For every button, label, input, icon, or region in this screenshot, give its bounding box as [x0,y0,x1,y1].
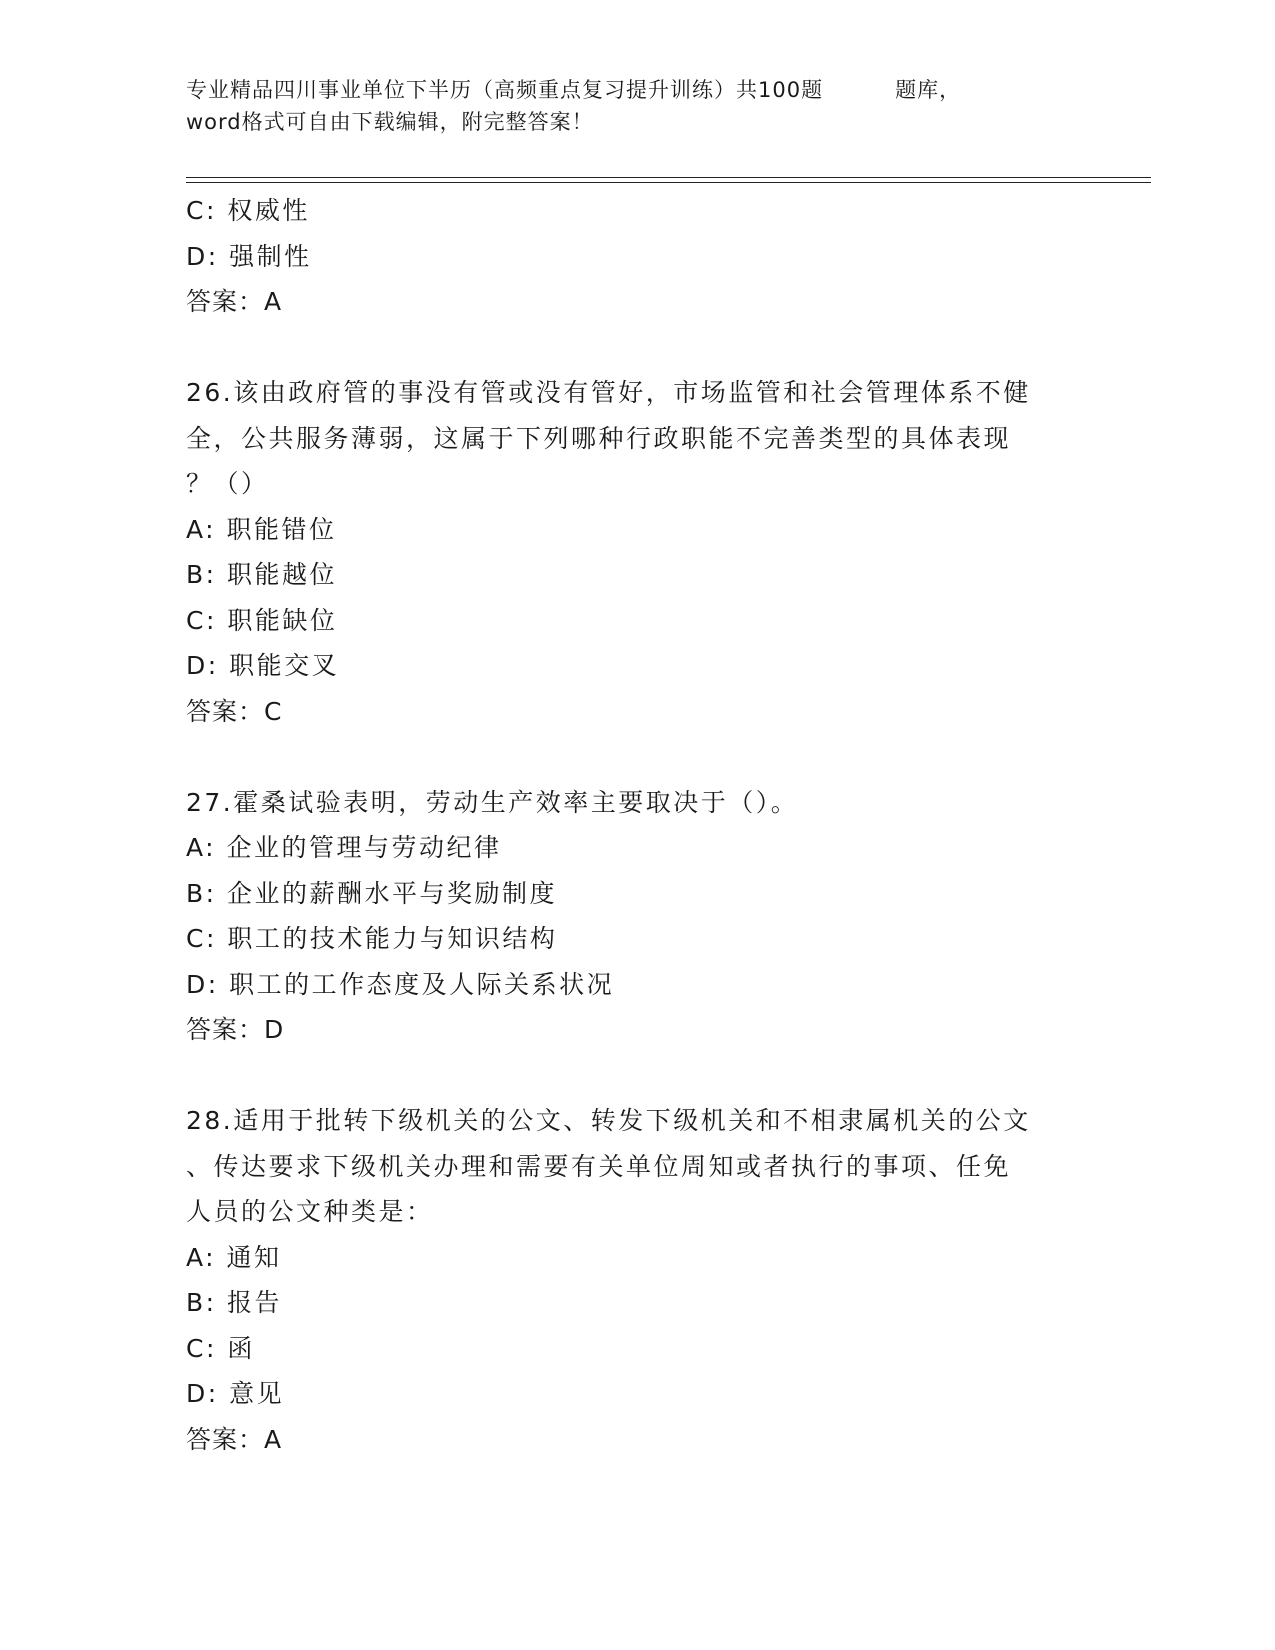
question-stem-line: 27.霍桑试验表明，劳动生产效率主要取决于（）。 [186,787,799,817]
question-stem-line: ？（） [186,469,269,498]
header-title: 专业精品四川事业单位下半历（高频重点复习提升训练）共100题 [186,78,824,102]
option-a: A: 企业的管理与劳动纪律 [186,833,502,862]
answer-line: 答案：A [186,1424,283,1454]
option-c: C: 职工的技术能力与知识结构 [186,924,558,953]
prev-question-tail [186,188,1086,325]
option-c: C: 权威性 [186,196,310,225]
question-27 [186,780,1086,1053]
option-c: C: 职能缺位 [186,605,338,635]
question-stem-line: 、传达要求下级机关办理和需要有关单位周知或者执行的事项、任免 [186,1151,1012,1181]
answer-line: 答案：D [186,1015,285,1044]
question-stem-line: 26.该由政府管的事没有管或没有管好，市场监管和社会管理体系不健 [186,378,1031,407]
answer-line: 答案：A [186,287,283,316]
option-b: B: 报告 [186,1288,283,1317]
answer-line: 答案：C [186,696,283,726]
header-line-2: word格式可自由下载编辑，附完整答案！ [186,110,594,134]
option-a: A: 通知 [186,1242,282,1272]
header-divider-top [186,177,1151,178]
header-title-suffix: 题库， [895,78,962,102]
option-b: B: 企业的薪酬水平与奖励制度 [186,878,558,908]
question-stem-line: 28.适用于批转下级机关的公文、转发下级机关和不相隶属机关的公文 [186,1106,1031,1135]
option-b: B: 职能越位 [186,560,338,589]
question-stem-line: 人员的公文种类是： [186,1197,434,1226]
header-divider-bottom [186,182,1151,183]
option-a: A: 职能错位 [186,514,337,544]
question-26 [186,370,1086,734]
option-c: C: 函 [186,1333,255,1363]
question-content [186,188,1086,1462]
option-d: D: 意见 [186,1379,285,1408]
question-stem-line: 全，公共服务薄弱，这属于下列哪种行政职能不完善类型的具体表现 [186,423,1012,453]
question-28 [186,1098,1086,1462]
option-d: D: 职能交叉 [186,651,340,680]
document-header [186,74,1086,138]
header-line-1 [186,74,1086,106]
option-d: D: 强制性 [186,241,312,271]
option-d: D: 职工的工作态度及人际关系状况 [186,969,615,999]
